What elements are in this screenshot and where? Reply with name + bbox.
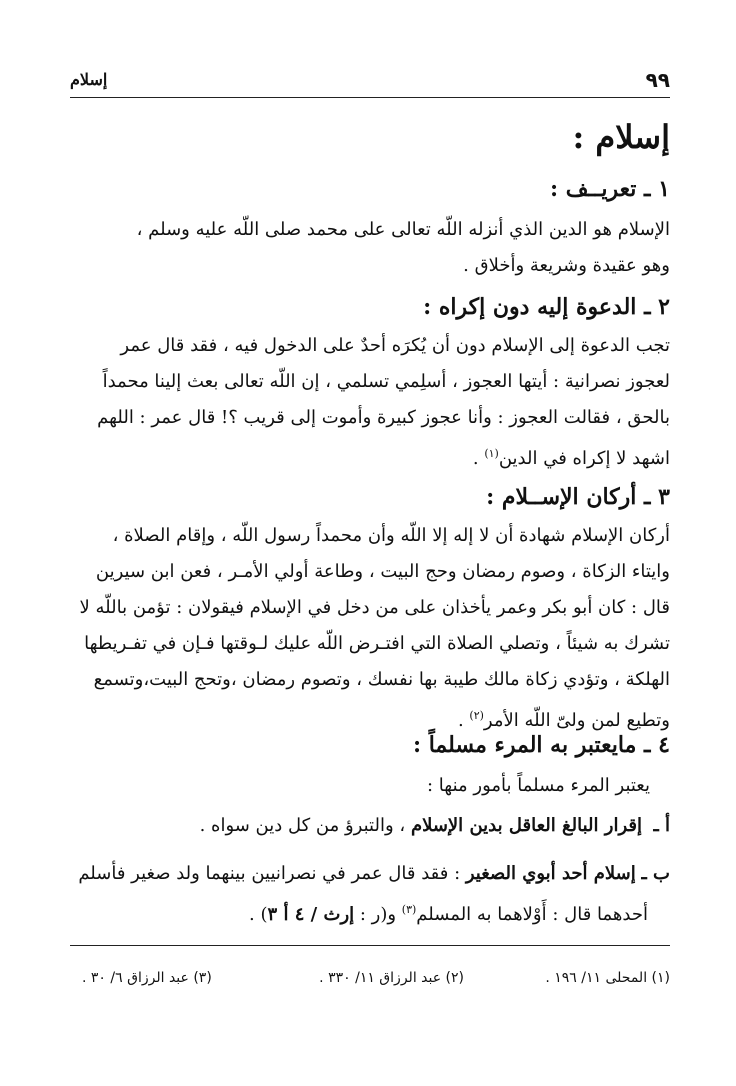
running-title: إسلام bbox=[70, 70, 108, 89]
item-a bbox=[70, 808, 670, 844]
footnote-ref: (١) bbox=[484, 447, 499, 460]
cross-reference: إرث / ٤ أ ٣ bbox=[267, 904, 355, 925]
body-line: بالحق ، فقالت العجوز : وأنا عجوز كبيرة وأموت إلى قريب ؟! قال عمر : اللهم bbox=[97, 407, 670, 428]
line-text: وتطيع لمن ولىّ اللّه الأمر bbox=[483, 710, 670, 731]
line-mid: و(ر : bbox=[354, 904, 402, 925]
footnote-3: (٣) عبد الرزاق ٦/ ٣٠ . bbox=[82, 970, 212, 986]
page-number: ٩٩ bbox=[645, 68, 670, 92]
item-b-line-2 bbox=[70, 892, 670, 933]
item-bold: إسلام أحد أبوي الصغير bbox=[465, 863, 636, 884]
item-rest: ، والتبرؤ من كل دين سواه . bbox=[199, 815, 406, 836]
line-end: . bbox=[457, 710, 470, 731]
body-line: الإسلام هو الدين الذي أنزله اللّه تعالى على محمد صلى اللّه عليه وسلم ، bbox=[136, 219, 670, 240]
body-line: وهو عقيدة وشريعة وأخلاق . bbox=[463, 255, 670, 276]
section-2-heading: ٢ ـ الدعوة إليه دون إكراه : bbox=[423, 294, 670, 320]
body-line: تشرك به شيئاً ، وتصلي الصلاة التي افتـرض اللّه عليك لـوقتها فـإن في تفـريطها bbox=[84, 633, 670, 654]
body-line: تجب الدعوة إلى الإسلام دون أن يُكرَه أحدٌ على الدخول فيه ، فقد قال عمر bbox=[120, 335, 670, 356]
line-text: اشهد لا إكراه في الدين bbox=[498, 448, 670, 469]
body-line bbox=[70, 436, 670, 477]
item-bold: إقرار البالغ العاقل بدين الإسلام bbox=[410, 815, 642, 836]
item-marker: أ ـ bbox=[653, 815, 670, 836]
item-a-line bbox=[70, 808, 670, 844]
entry-title: إسلام : bbox=[572, 118, 670, 156]
item-rest: : فقد قال عمر في نصرانيين بينهما ولد صغير فأسلم bbox=[78, 863, 461, 884]
line-text: أحدهما قال : أَوْلاهما به المسلم bbox=[416, 904, 648, 925]
section-1-heading: ١ ـ تعريــف : bbox=[549, 176, 670, 202]
header-rule bbox=[70, 97, 670, 98]
item-b-line-1 bbox=[70, 856, 670, 892]
section-4-heading: ٤ ـ مايعتبر به المرء مسلماً : bbox=[412, 732, 670, 758]
line-end: ) . bbox=[249, 904, 268, 925]
section-1-body bbox=[70, 212, 670, 284]
body-line: وايتاء الزكاة ، وصوم رمضان وحج البيت ، وطاعة أولي الأمـر ، فعن ابن سيرين bbox=[95, 561, 670, 582]
footnote-rule bbox=[70, 945, 670, 946]
body-line: قال : كان أبو بكر وعمر يأخذان على من دخل في الإسلام فيقولان : تؤمن باللّه لا bbox=[79, 597, 670, 618]
footnote-ref: (٣) bbox=[401, 903, 417, 916]
body-line: أركان الإسلام شهادة أن لا إله إلا اللّه وأن محمداً رسول اللّه ، وإقام الصلاة ، bbox=[112, 525, 670, 546]
body-line: الهلكة ، وتؤدي زكاة مالك طيبة بها نفسك ، وتصوم رمضان ،وتحج البيت،وتسمع bbox=[93, 669, 670, 690]
footnote-2: (٢) عبد الرزاق ١١/ ٣٣٠ . bbox=[319, 970, 464, 986]
item-b bbox=[70, 856, 670, 933]
section-2-body bbox=[70, 328, 670, 477]
section-3-body bbox=[70, 518, 670, 739]
page-header bbox=[70, 68, 670, 94]
item-marker: ب ـ bbox=[641, 863, 670, 884]
footnote-1: (١) المحلى ١١/ ١٩٦ . bbox=[545, 970, 670, 986]
line-end: . bbox=[472, 448, 485, 469]
section-3-heading: ٣ ـ أركان الإســلام : bbox=[486, 484, 670, 510]
section-4-intro: يعتبر المرء مسلماً بأمور منها : bbox=[427, 775, 650, 796]
footnote-ref: (٢) bbox=[469, 709, 484, 722]
body-line: لعجوز نصرانية : أيتها العجوز ، أسلِمي تسلمي ، إن اللّه تعالى بعث إلينا محمداً bbox=[102, 371, 670, 392]
